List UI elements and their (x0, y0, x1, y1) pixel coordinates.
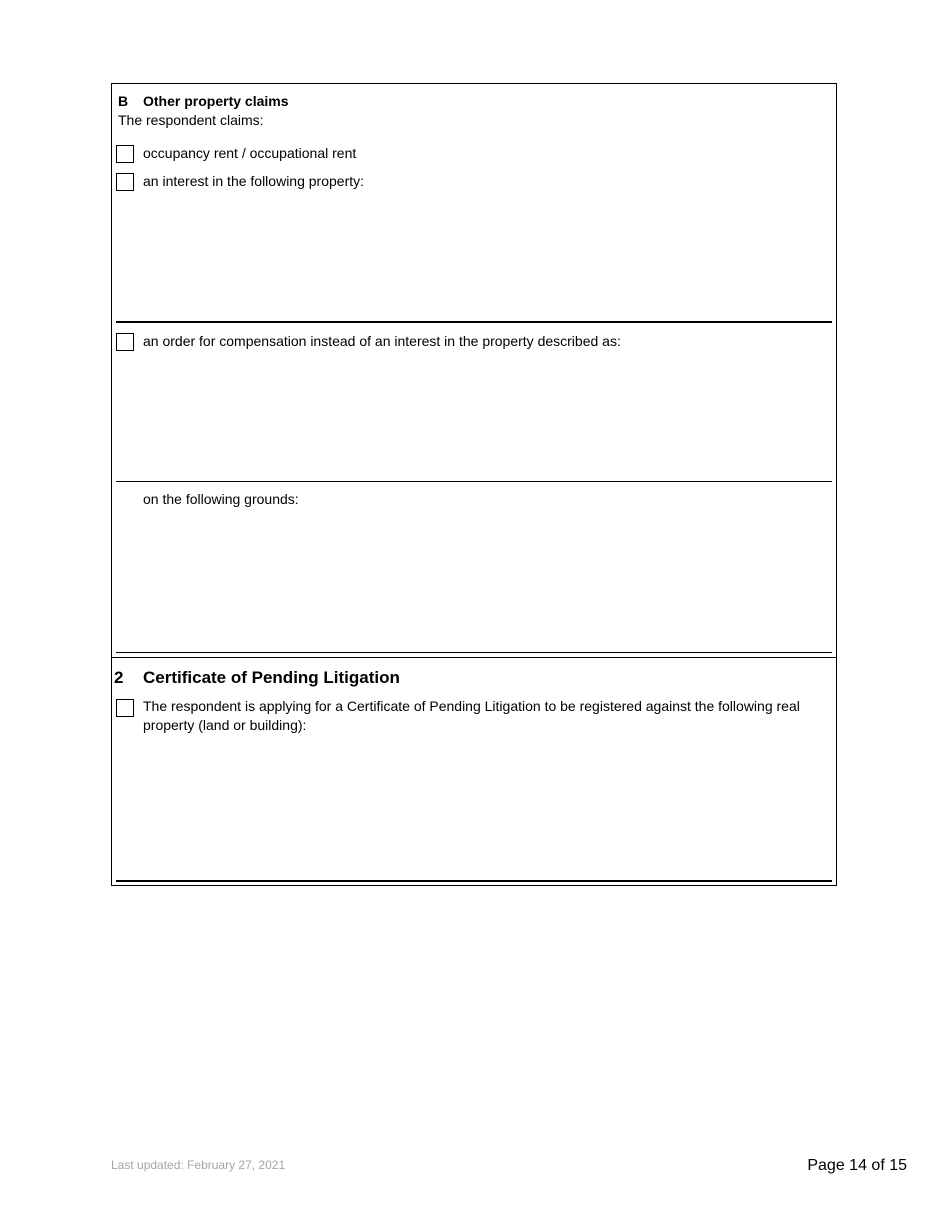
property-description-field[interactable] (141, 355, 831, 479)
interest-property-divider (116, 321, 832, 323)
property-description-divider (116, 481, 832, 482)
interest-property-checkbox[interactable] (116, 173, 134, 191)
real-property-divider (116, 880, 832, 882)
compensation-order-label: an order for compensation instead of an interest in the property described as: (143, 333, 621, 349)
interest-property-field[interactable] (141, 195, 831, 319)
page-number: Page 14 of 15 (807, 1157, 907, 1174)
section-b-intro: The respondent claims: (118, 112, 264, 128)
compensation-order-checkbox[interactable] (116, 333, 134, 351)
pending-litigation-statement: The respondent is applying for a Certificate of Pending Litigation to be registered against the following real (143, 698, 800, 714)
pending-litigation-checkbox[interactable] (116, 699, 134, 717)
grounds-field[interactable] (141, 512, 831, 650)
grounds-label: on the following grounds: (143, 491, 299, 507)
pending-litigation-statement-cont: property (land or building): (143, 717, 307, 733)
real-property-field[interactable] (141, 738, 831, 878)
section-divider (111, 657, 837, 658)
section-2-number: 2 (114, 668, 124, 687)
occupancy-rent-label: occupancy rent / occupational rent (143, 145, 357, 161)
section-b-letter: B (118, 93, 129, 109)
last-updated: Last updated: February 27, 2021 (111, 1158, 286, 1172)
interest-property-label: an interest in the following property: (143, 173, 365, 189)
section-b-title: Other property claims (143, 93, 289, 109)
section-2-title: Certificate of Pending Litigation (143, 668, 400, 687)
grounds-divider (116, 652, 832, 653)
occupancy-rent-checkbox[interactable] (116, 145, 134, 163)
